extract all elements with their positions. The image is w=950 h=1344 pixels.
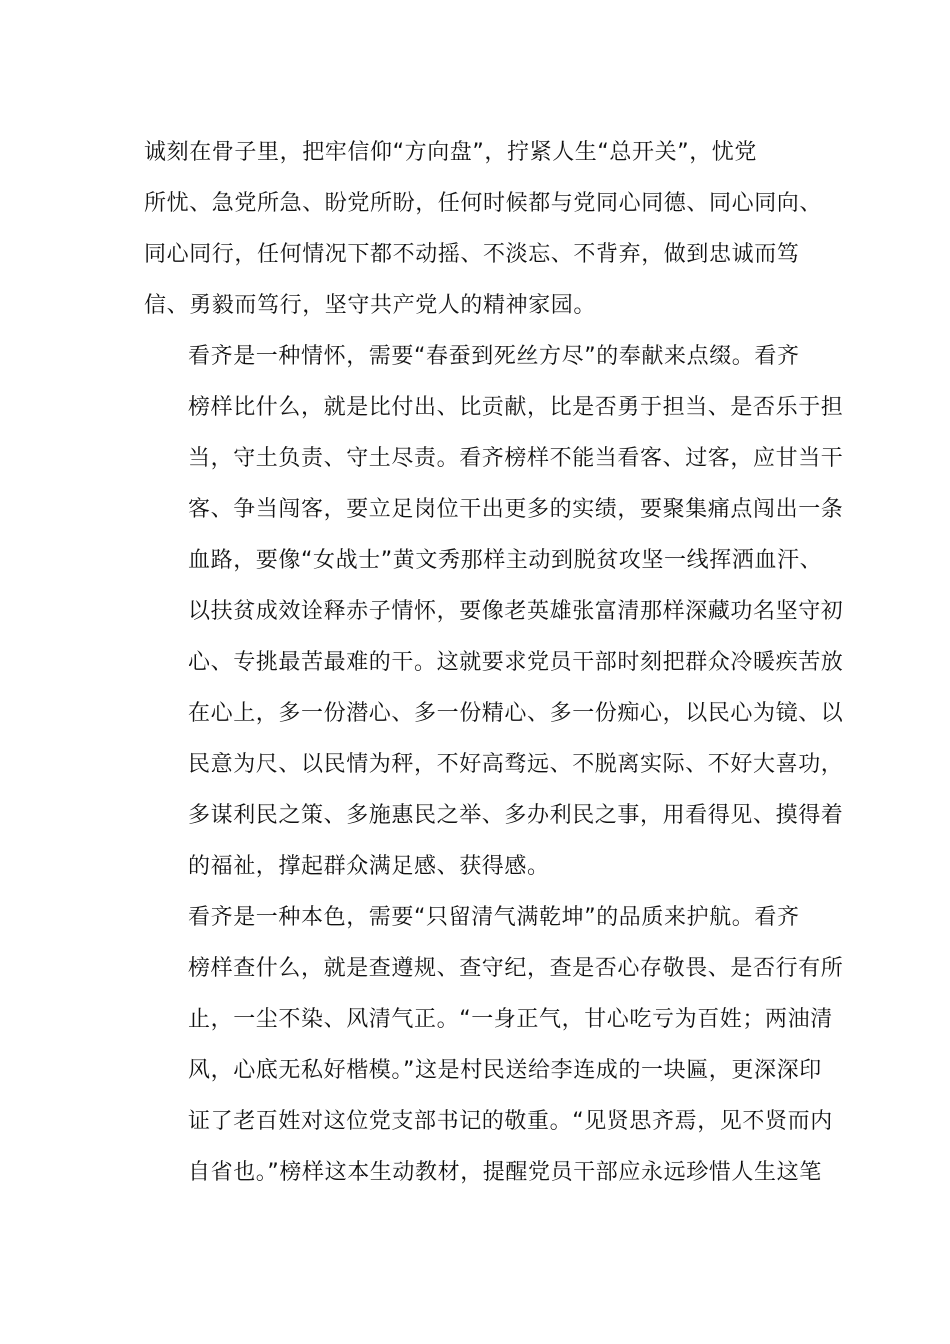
text-line: 多谋利民之策、多施惠民之举、多办利民之事，用看得见、摸得着: [188, 803, 844, 828]
text-line: 同心同行，任何情况下都不动摇、不淡忘、不背弃，做到忠诚而笃: [144, 242, 800, 267]
text-line: 证了老百姓对这位党支部书记的敬重。“见贤思齐焉，见不贤而内: [188, 1109, 833, 1134]
text-line: 客、争当闯客，要立足岗位干出更多的实绩，要聚集痛点闯出一条: [188, 497, 844, 522]
text-line: 看齐是一种本色，需要“只留清气满乾坤”的品质来护航。看齐: [188, 905, 800, 930]
text-line: 血路，要像“女战士”黄文秀那样主动到脱贫攻坚一线挥洒血汗、: [188, 548, 823, 573]
paragraph-3: [144, 892, 844, 1198]
text-line: 所忧、急党所急、盼党所盼，任何时候都与党同心同德、同心同向、: [144, 191, 823, 216]
text-line: 在心上，多一份潜心、多一份精心、多一份痴心，以民心为镜、以: [188, 701, 844, 726]
text-line: 风，心底无私好楷模。”这是村民送给李连成的一块匾，更深深印: [188, 1058, 822, 1083]
text-line: 以扶贫成效诠释赤子情怀，要像老英雄张富清那样深藏功名坚守初: [188, 599, 844, 624]
text-line: 的福祉，撑起群众满足感、获得感。: [188, 854, 550, 879]
text-line: 当，守土负责、守土尽责。看齐榜样不能当看客、过客，应甘当干: [188, 446, 844, 471]
text-line: 看齐是一种情怀，需要“春蚕到死丝方尽”的奉献来点缀。看齐: [188, 344, 800, 369]
text-line: 止，一尘不染、风清气正。“一身正气，甘心吃亏为百姓；两油清: [188, 1007, 833, 1032]
text-line: 榜样查什么，就是查遵规、查守纪，查是否心存敬畏、是否行有所: [188, 956, 844, 981]
text-line: 信、勇毅而笃行，坚守共产党人的精神家园。: [144, 293, 597, 318]
text-line: 自省也。”榜样这本生动教材，提醒党员干部应永远珍惜人生这笔: [188, 1160, 822, 1185]
document-body: [144, 127, 844, 1198]
text-line: 心、专挑最苦最难的干。这就要求党员干部时刻把群众冷暖疾苦放: [188, 650, 844, 675]
text-line: 榜样比什么，就是比付出、比贡献，比是否勇于担当、是否乐于担: [188, 395, 844, 420]
text-line: 民意为尺、以民情为秤，不好高骛远、不脱离实际、不好大喜功，: [188, 752, 844, 777]
paragraph-2: [144, 331, 844, 892]
paragraph-1: [144, 127, 823, 331]
text-line: 诚刻在骨子里，把牢信仰“方向盘”，拧紧人生“总开关”，忧党: [144, 140, 757, 165]
